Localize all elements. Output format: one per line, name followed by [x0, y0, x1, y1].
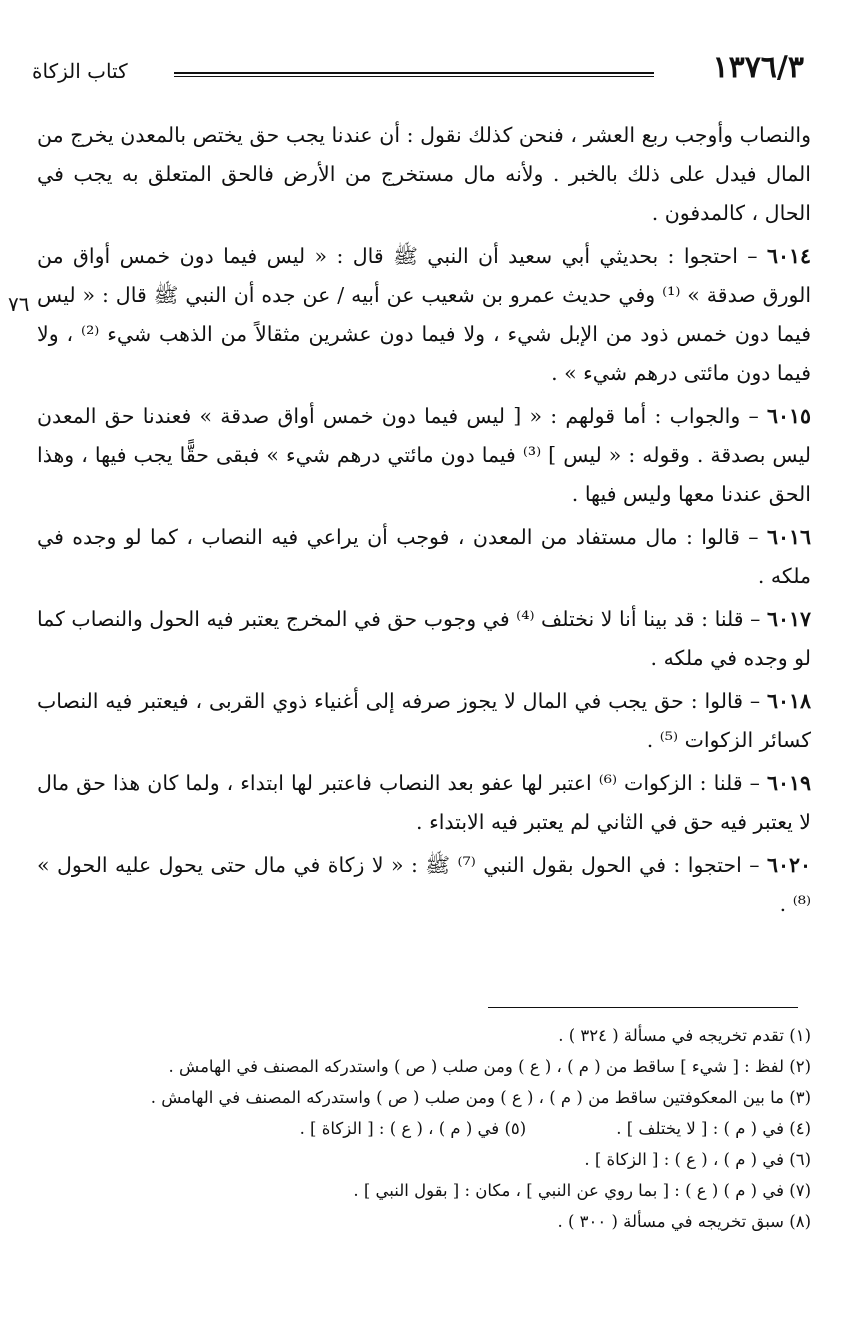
paragraph-text: والنصاب وأوجب ربع العشر ، فنحن كذلك نقول : أن عندنا يجب حق يختص بالمعدن يخرج من المال فيدل على ذلك بالخبر . ولأنه مال مستخرج من الأرض فالحق المتعلق به يجب في الحال ، كالمدفون .: [37, 123, 811, 225]
footnote-row: [37, 1113, 811, 1144]
paragraph: [37, 682, 811, 760]
page-header: [32, 48, 804, 94]
main-text: [37, 116, 811, 928]
issue-number: ٦٠١٦: [766, 525, 812, 549]
page-number: ١٣٧٦/٣: [712, 50, 804, 85]
paragraph-text: – والجواب : أما قولهم : « [ ليس فيما دون خمس أواق صدقة » فعندنا حق المعدن ليس بصدقة . وقوله : « ليس ] ⁽³⁾ فيما دون مائتي درهم شيء » فبقى حقًّا يجب فيها ، وهذا الحق عندنا معها وليس فيها .: [37, 404, 811, 506]
footnote: (١) تقدم تخريجه في مسألة ( ٣٢٤ ) .: [558, 1026, 811, 1045]
paragraph-text: – قالوا : حق يجب في المال لا يجوز صرفه إلى أغنياء ذوي القربى ، فيعتبر فيه النصاب كسائر الزكوات ⁽⁵⁾ .: [37, 689, 811, 752]
footnote: (٨) سبق تخريجه في مسألة ( ٣٠٠ ) .: [557, 1212, 811, 1231]
paragraph: [37, 600, 811, 678]
running-title: كتاب الزكاة: [32, 59, 128, 83]
issue-number: ٦٠١٩: [766, 771, 811, 795]
footnote: (٥) في ( م ) ، ( ع ) : [ الزكاة ] .: [299, 1119, 527, 1138]
issue-number: ٦٠١٤: [766, 244, 811, 268]
manuscript-folio-marker: ٧٦: [8, 292, 30, 316]
footnotes: [37, 1020, 811, 1237]
issue-number: ٦٠١٧: [766, 607, 811, 631]
footnote: (٤) في ( م ) : [ لا يختلف ] .: [616, 1119, 811, 1138]
footnote: (٢) لفظ : [ شيء ] ساقط من ( م ) ، ( ع ) ومن صلب ( ص ) واستدركه المصنف في الهامش .: [168, 1057, 811, 1076]
paragraph: [37, 237, 811, 393]
issue-number: ٦٠٢٠: [766, 853, 811, 877]
paragraph: [37, 846, 811, 924]
issue-number: ٦٠١٥: [766, 404, 811, 428]
issue-number: ٦٠١٨: [766, 689, 811, 713]
paragraph: [37, 764, 811, 842]
paragraph-text: – قالوا : مال مستفاد من المعدن ، فوجب أن يراعي فيه النصاب ، كما لو وجده في ملكه .: [37, 525, 811, 588]
paragraph: [37, 116, 811, 233]
paragraph-text: – احتجوا : بحديثي أبي سعيد أن النبي ﷺ قال : « ليس فيما دون خمس أواق من الورق صدقة » ⁽¹⁾ وفي حديث عمرو بن شعيب عن أبيه / عن جده أن النبي ﷺ قال : « ليس فيما دون خمس ذود من الإبل شيء ، ولا فيما دون عشرين مثقالاً من الذهب شيء ⁽²⁾ ، ولا فيما دون مائتى درهم شيء » .: [37, 244, 812, 385]
header-rule: [174, 72, 654, 77]
footnote-separator: [488, 1007, 798, 1008]
footnote: (٦) في ( م ) ، ( ع ) : [ الزكاة ] .: [584, 1150, 811, 1169]
paragraph-text: – احتجوا : في الحول بقول النبي ⁽⁷⁾ ﷺ : « لا زكاة في مال حتى يحول عليه الحول » ⁽⁸⁾ .: [37, 853, 811, 916]
footnote: (٧) في ( م ) ( ع ) : [ بما روي عن النبي ] ، مكان : [ بقول النبي ] .: [353, 1181, 811, 1200]
paragraph-text: – قلنا : قد بينا أنا لا نختلف ⁽⁴⁾ في وجوب حق في المخرج يعتبر فيه الحول والنصاب كما لو وجده في ملكه .: [37, 607, 811, 670]
paragraph-text: – قلنا : الزكوات ⁽⁶⁾ اعتبر لها عفو بعد النصاب فاعتبر لها ابتداء ، ولما كان هذا حق مال لا يعتبر فيه حق في الثاني لم يعتبر فيه الابتداء .: [37, 771, 811, 834]
paragraph: [37, 518, 811, 596]
footnote: (٣) ما بين المعكوفتين ساقط من ( م ) ، ( ع ) ومن صلب ( ص ) واستدركه المصنف في الهامش .: [150, 1088, 811, 1107]
paragraph: [37, 397, 811, 514]
